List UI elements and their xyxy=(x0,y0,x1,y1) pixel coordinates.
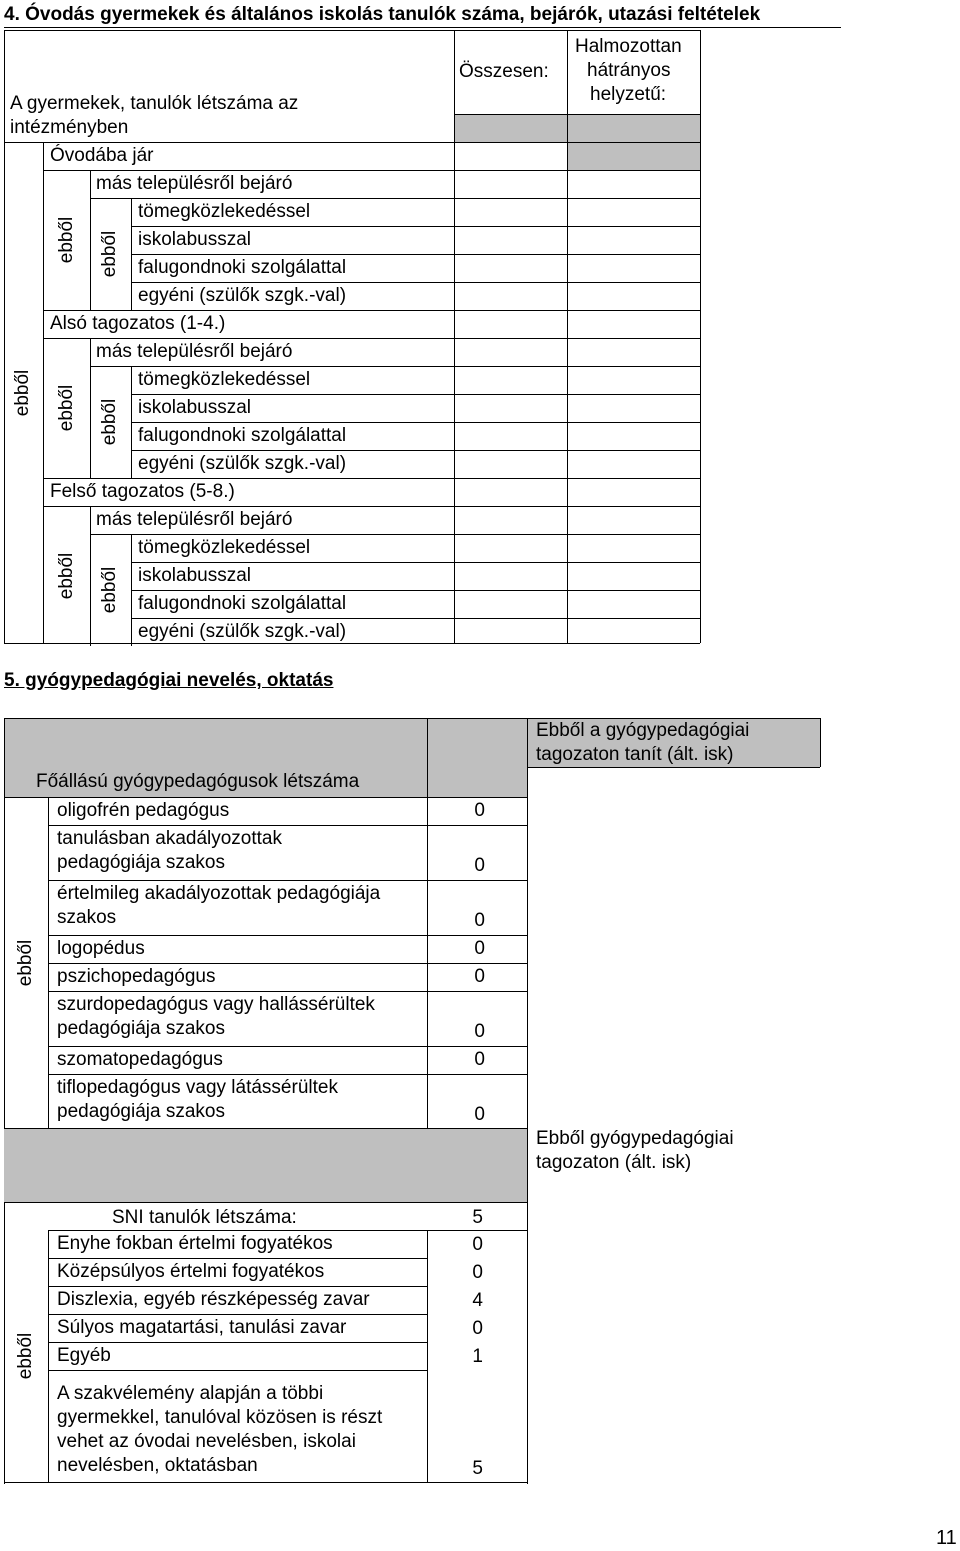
sni-row-4-value: 1 xyxy=(472,1346,483,1367)
transport-label-felso-3: egyéni (szülők szgk.-val) xyxy=(138,621,347,642)
transport-label-ovoda-1: iskolabusszal xyxy=(138,229,251,250)
staff-row-3-value: 0 xyxy=(474,938,485,959)
staff-title: Főállású gyógypedagógusok létszáma xyxy=(36,771,360,792)
sni-row-4-label-0: Egyéb xyxy=(57,1345,111,1366)
staff-row-0-label-0: oligofrén pedagógus xyxy=(57,800,230,821)
staff-row-1-label-1: pedagógiája szakos xyxy=(57,852,225,873)
staff-row-2-label-1: szakos xyxy=(57,907,117,928)
staff-row-4-value: 0 xyxy=(474,966,485,987)
staff-row-2-value: 0 xyxy=(474,910,485,931)
sni-row-3-value: 0 xyxy=(472,1318,483,1339)
sni-row-5-label-0: A szakvélemény alapján a többi xyxy=(57,1383,324,1404)
sni-row-5-value: 5 xyxy=(472,1458,483,1479)
staff-row-1-value: 0 xyxy=(474,855,485,876)
table1-top-border xyxy=(4,30,700,31)
sni-row-5-label-2: vehet az óvodai nevelésben, iskolai xyxy=(57,1431,356,1452)
transport-label-felso-1: iskolabusszal xyxy=(138,565,251,586)
staff-row-7-label-1: pedagógiája szakos xyxy=(57,1101,225,1122)
sni-total: 5 xyxy=(472,1207,483,1228)
sni-row-0-value: 0 xyxy=(472,1234,483,1255)
transport-label-ovoda-2: falugondnoki szolgálattal xyxy=(138,257,347,278)
section5-title: 5. gyógypedagógiai nevelés, oktatás xyxy=(4,670,334,691)
sni-row-0-label-0: Enyhe fokban értelmi fogyatékos xyxy=(57,1233,333,1254)
row-main-label-1: A gyermekek, tanulók létszáma az xyxy=(10,93,299,114)
ebbol-level3-ovoda: ebből xyxy=(99,230,120,278)
sni-row-3-label-0: Súlyos magatartási, tanulási zavar xyxy=(57,1317,347,1338)
ebbol-level3-also: ebből xyxy=(99,398,120,446)
staff-row-2-label-0: értelmileg akadályozottak pedagógiája xyxy=(57,883,381,904)
sni-ebbol-label: ebből xyxy=(15,1332,36,1380)
ebbol-level2-felso: ebből xyxy=(56,552,77,600)
table1-bottom-border xyxy=(4,643,700,644)
ebbol-level2-ovoda: ebből xyxy=(56,216,77,264)
transport-label-felso-2: falugondnoki szolgálattal xyxy=(138,593,347,614)
commuter-label-ovoda: más településről bejáró xyxy=(96,173,293,194)
staff-row-6-label-0: szomatopedagógus xyxy=(57,1049,223,1070)
transport-label-also-2: falugondnoki szolgálattal xyxy=(138,425,347,446)
section4-title: 4. Óvodás gyermekek és általános iskolás tanulók száma, bejárók, utazási feltételek xyxy=(4,4,761,25)
ebbol-col-divider xyxy=(43,142,44,643)
transport-label-felso-0: tömegközlekedéssel xyxy=(138,537,311,558)
ebbol-level2-also: ebből xyxy=(56,384,77,432)
ebbol-level3-felso: ebből xyxy=(99,566,120,614)
col-disadv-header-3: helyzetű: xyxy=(590,84,667,105)
group-label-ovoda: Óvodába jár xyxy=(50,145,154,166)
transport-label-also-0: tömegközlekedéssel xyxy=(138,369,311,390)
sni-row-5-label-1: gyermekkel, tanulóval közösen is részt xyxy=(57,1407,383,1428)
ovoda-disadv-gray xyxy=(568,143,700,170)
ebbol-outer-label: ebből xyxy=(12,369,33,417)
sni-row-5-label-3: nevelésben, oktatásban xyxy=(57,1455,258,1476)
transport-label-also-3: egyéni (szülők szgk.-val) xyxy=(138,453,347,474)
transport-label-also-1: iskolabusszal xyxy=(138,397,251,418)
staff-row-1-label-0: tanulásban akadályozottak xyxy=(57,828,282,849)
staff-row-5-value: 0 xyxy=(474,1021,485,1042)
staff-row-6-value: 0 xyxy=(474,1049,485,1070)
col-disadv-header-1: Halmozottan xyxy=(575,36,682,57)
staff-row-4-label-0: pszichopedagógus xyxy=(57,966,216,987)
sni-row-2-label-0: Diszlexia, egyéb részképesség zavar xyxy=(57,1289,370,1310)
staff-row-5-label-1: pedagógiája szakos xyxy=(57,1018,225,1039)
staff-row-0-value: 0 xyxy=(474,800,485,821)
commuter-label-also: más településről bejáró xyxy=(96,341,293,362)
col-total-header: Összesen: xyxy=(459,61,549,82)
page-number: 11 xyxy=(936,1527,957,1549)
sni-header-left-bg xyxy=(4,1128,527,1203)
transport-label-ovoda-3: egyéni (szülők szgk.-val) xyxy=(138,285,347,306)
sni-right-header-1: Ebből gyógypedagógiai xyxy=(536,1128,734,1149)
sni-row-1-value: 0 xyxy=(472,1262,483,1283)
staff-right-header-1: Ebből a gyógypedagógiai xyxy=(536,720,750,741)
staff-row-7-label-0: tiflopedagógus vagy látássérültek xyxy=(57,1077,338,1098)
sni-right-header-2: tagozaton (ált. isk) xyxy=(536,1152,692,1173)
sni-row-1-label-0: Középsúlyos értelmi fogyatékos xyxy=(57,1261,325,1282)
transport-label-ovoda-0: tömegközlekedéssel xyxy=(138,201,311,222)
staff-ebbol-label: ebből xyxy=(15,939,36,987)
commuter-label-felso: más településről bejáró xyxy=(96,509,293,530)
sni-title: SNI tanulók létszáma: xyxy=(112,1207,297,1228)
group-label-felso: Felső tagozatos (5-8.) xyxy=(50,481,235,502)
row-main-label-2: intézményben xyxy=(10,117,129,138)
staff-row-3-label-0: logopédus xyxy=(57,938,145,959)
group-label-also: Alsó tagozatos (1-4.) xyxy=(50,313,226,334)
sni-row-2-value: 4 xyxy=(472,1290,483,1311)
staff-row-7-value: 0 xyxy=(474,1104,485,1125)
staff-row-5-label-0: szurdopedagógus vagy hallássérültek xyxy=(57,994,375,1015)
col-disadv-header-2: hátrányos xyxy=(587,60,671,81)
staff-right-header-2: tagozaton tanít (ált. isk) xyxy=(536,744,734,765)
